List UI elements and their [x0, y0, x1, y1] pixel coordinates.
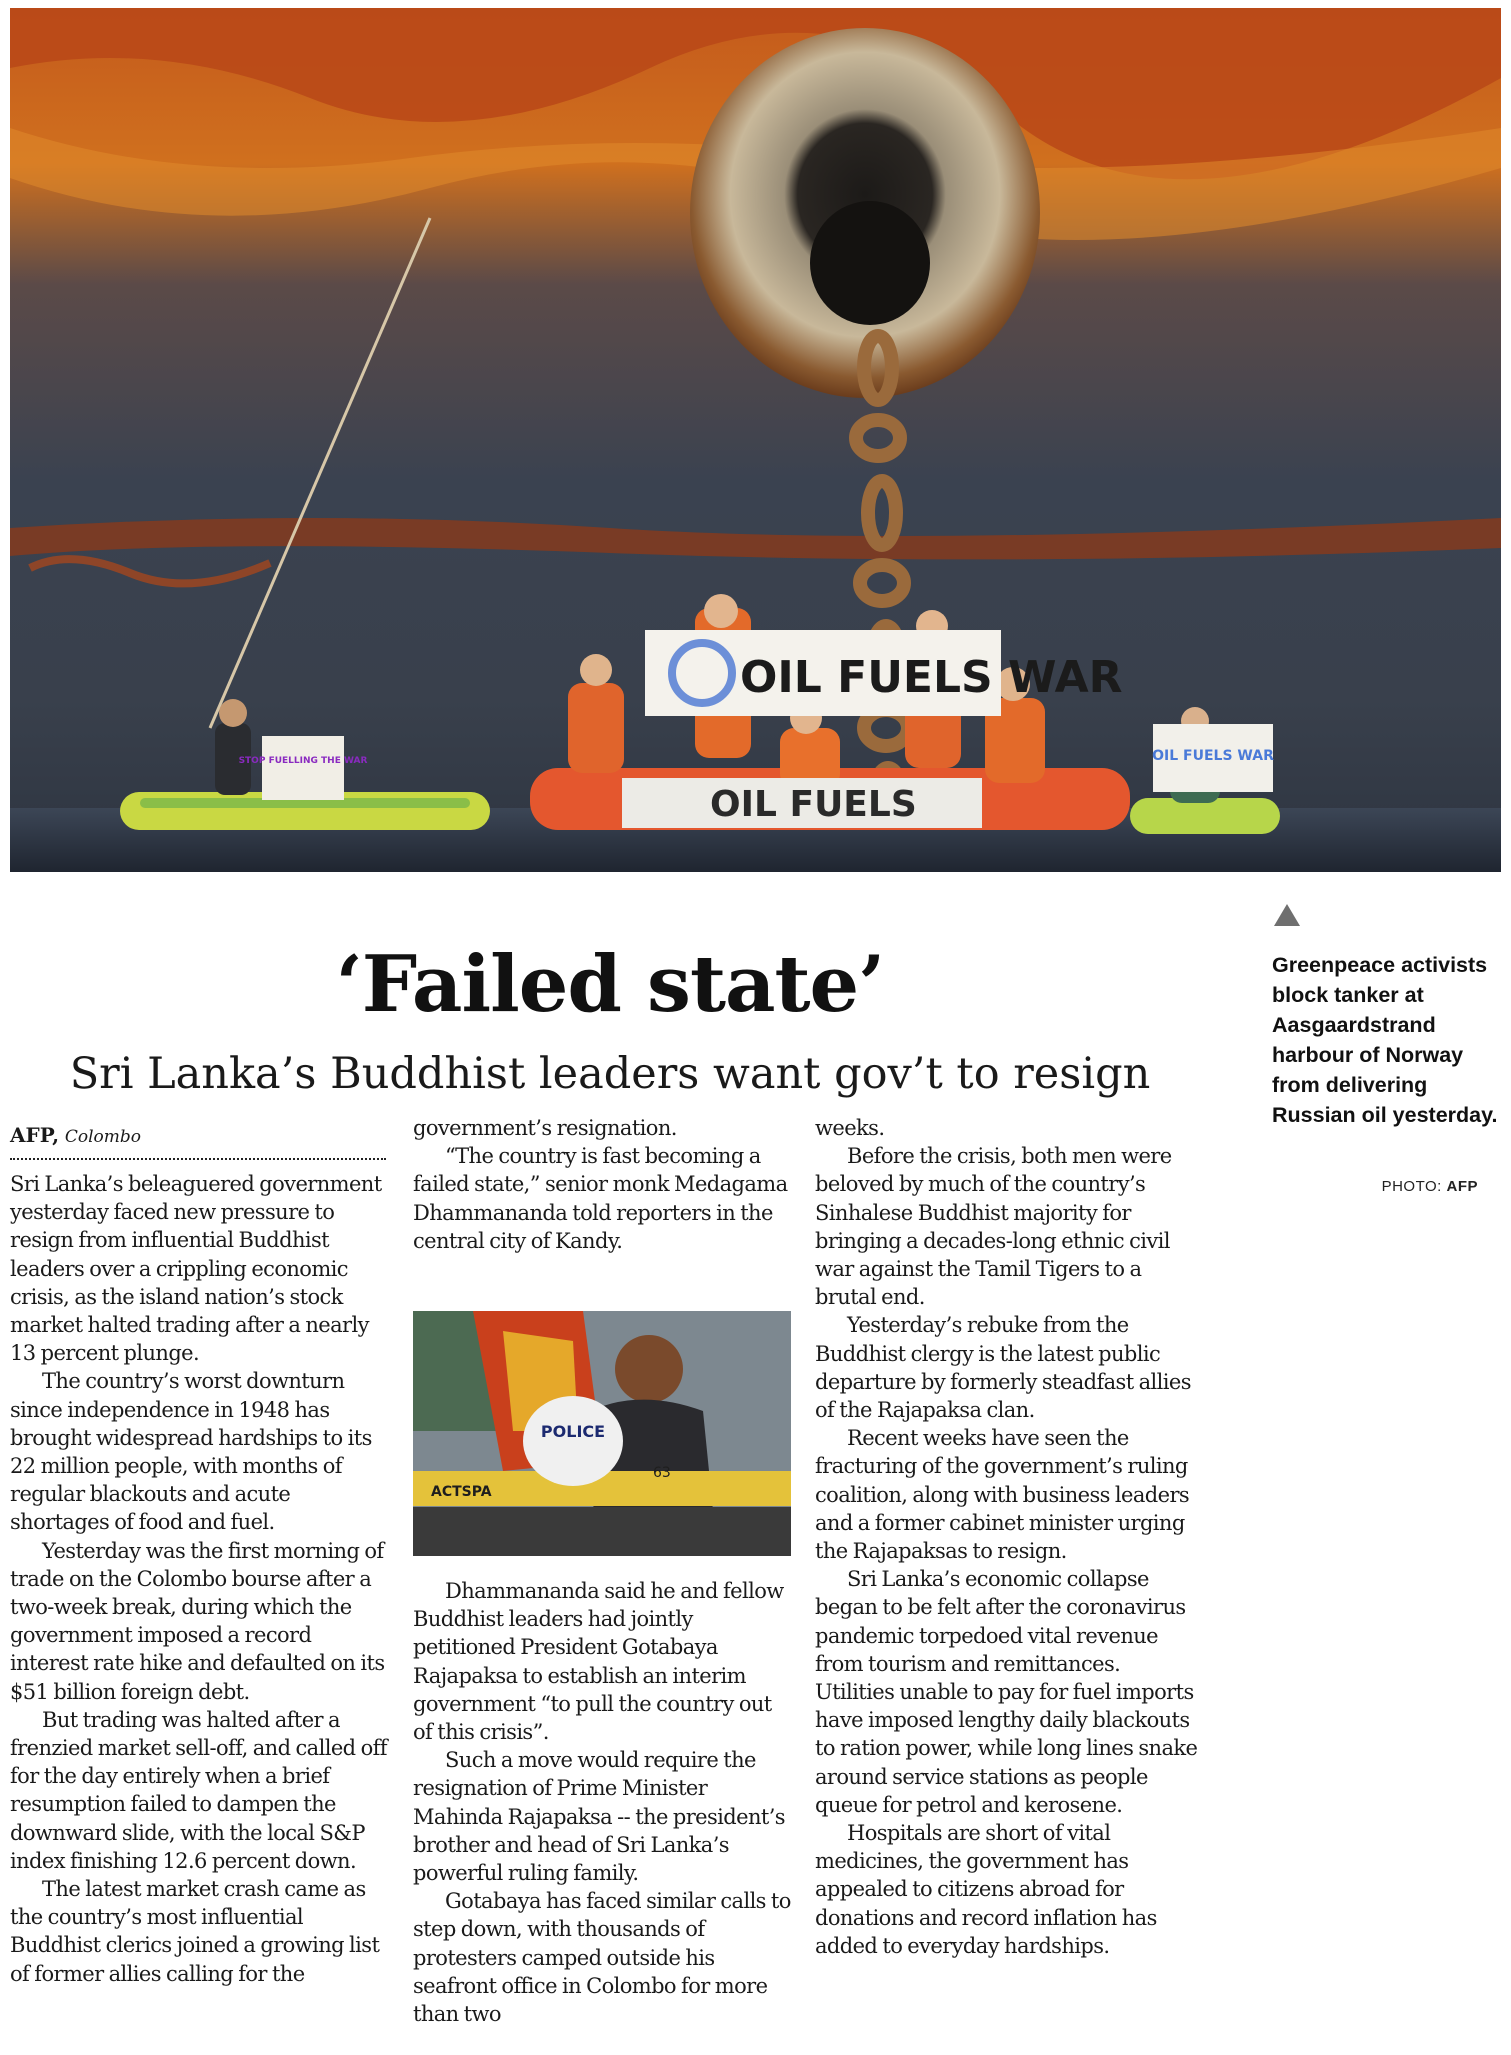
- paragraph: Sri Lanka’s beleaguered government yesterday faced new pressure to resign from influential Buddhist leaders over a crippling economic crisis, as the island nation’s stock market halted trading after a nearly 13 percent plunge.: [10, 1172, 382, 1366]
- paragraph: But trading was halted after a frenzied market sell-off, and called off for the day entirely when a brief resumption failed to dampen the downward slide, with the local S&P index finishing 12.6 percent down.: [10, 1707, 387, 1873]
- tanker-hull-illustration: [10, 8, 1501, 872]
- subheadline: Sri Lanka’s Buddhist leaders want gov’t to resign: [69, 1049, 1151, 1099]
- article-column-1: [10, 1170, 392, 1988]
- paragraph: weeks.: [815, 1116, 885, 1140]
- banner-text-main: OIL FUELS WAR: [740, 652, 1123, 703]
- paragraph: Hospitals are short of vital medicines, the government has appealed to citizens abroad for donations and record inflation has added to everyday hardships.: [815, 1821, 1157, 1958]
- paragraph: “The country is fast becoming a failed state,” senior monk Medagama Dhammananda told reporters in the central city of Kandy.: [413, 1144, 788, 1253]
- article-column-2-top: [413, 1114, 795, 1255]
- paragraph: Recent weeks have seen the fracturing of the government’s ruling coalition, along with business leaders and a former cabinet minister urging the Rajapaksas to resign.: [815, 1426, 1190, 1564]
- photo-credit-label: PHOTO:: [1381, 1178, 1442, 1195]
- paragraph: government’s resignation.: [413, 1116, 677, 1140]
- barrier-text: ACTSPA: [431, 1484, 492, 1500]
- paragraph: Dhammananda said he and fellow Buddhist leaders had jointly petitioned President Gotabaya Rajapaksa to establish an interim government “to pull the country out of this crisis”.: [413, 1579, 784, 1745]
- banner-text-right: OIL FUELS WAR: [1152, 748, 1274, 764]
- boat-banner-text: OIL FUELS: [710, 784, 917, 825]
- paragraph: Gotabaya has faced similar calls to step down, with thousands of protesters camped outside his seafront office in Colombo for more than two: [413, 1889, 791, 2027]
- protest-illustration: [413, 1311, 791, 1556]
- boat-banner: [622, 778, 982, 828]
- photo-credit: [1272, 1178, 1478, 1195]
- paragraph: Sri Lanka’s economic collapse began to be felt after the coronavirus pandemic torpedoed vital revenue from tourism and remittances. Utilities unable to pay for fuel imports have imposed lengthy daily blackouts to ration power, while long lines snake around service stations as people queue for petrol and kerosene.: [815, 1567, 1198, 1817]
- paragraph: Yesterday was the first morning of trade on the Colombo bourse after a two-week break, during which the government imposed a record interest rate hike and defaulted on its $51 billion foreign debt.: [10, 1538, 385, 1704]
- caption-arrow-icon: [1274, 904, 1300, 926]
- banner-right: [1152, 724, 1274, 792]
- headline: ‘Failed state’: [335, 939, 885, 1030]
- paragraph: Such a move would require the resignation of Prime Minister Mahinda Rajapaksa -- the president’s brother and head of Sri Lanka’s powerful ruling family.: [413, 1748, 785, 1886]
- main-photo: [10, 8, 1501, 872]
- article-column-2-bottom: [413, 1577, 795, 2028]
- paragraph: Yesterday’s rebuke from the Buddhist clergy is the latest public departure by formerly steadfast allies of the Rajapaksa clan.: [815, 1313, 1191, 1423]
- paragraph: The country’s worst downturn since independence in 1948 has brought widespread hardships to its 22 million people, with months of regular blackouts and acute shortages of food and fuel.: [10, 1369, 372, 1535]
- byline-location: Colombo: [64, 1127, 142, 1147]
- byline-agency: AFP,: [10, 1123, 60, 1147]
- paragraph: The latest market crash came as the country’s most influential Buddhist clerics joined a growing list of former allies calling for the: [10, 1877, 380, 1986]
- article-column-3: [815, 1114, 1200, 1960]
- inset-photo: [413, 1311, 791, 1556]
- paragraph: Before the crisis, both men were beloved by much of the country’s Sinhalese Buddhist majority for bringing a decades-long ethnic civil war against the Tamil Tigers to a brutal end.: [815, 1144, 1172, 1310]
- byline: [10, 1123, 388, 1149]
- barrier-number: 63: [653, 1465, 671, 1481]
- helmet-text: POLICE: [540, 1422, 606, 1441]
- photo-credit-name: AFP: [1446, 1178, 1478, 1195]
- banner-text-stop: STOP FUELLING THE WAR: [238, 756, 368, 766]
- photo-caption: Greenpeace activists block tanker at Aasgaardstrand harbour of Norway from delivering Russian oil yesterday.: [1272, 953, 1498, 1127]
- byline-divider: [10, 1158, 386, 1160]
